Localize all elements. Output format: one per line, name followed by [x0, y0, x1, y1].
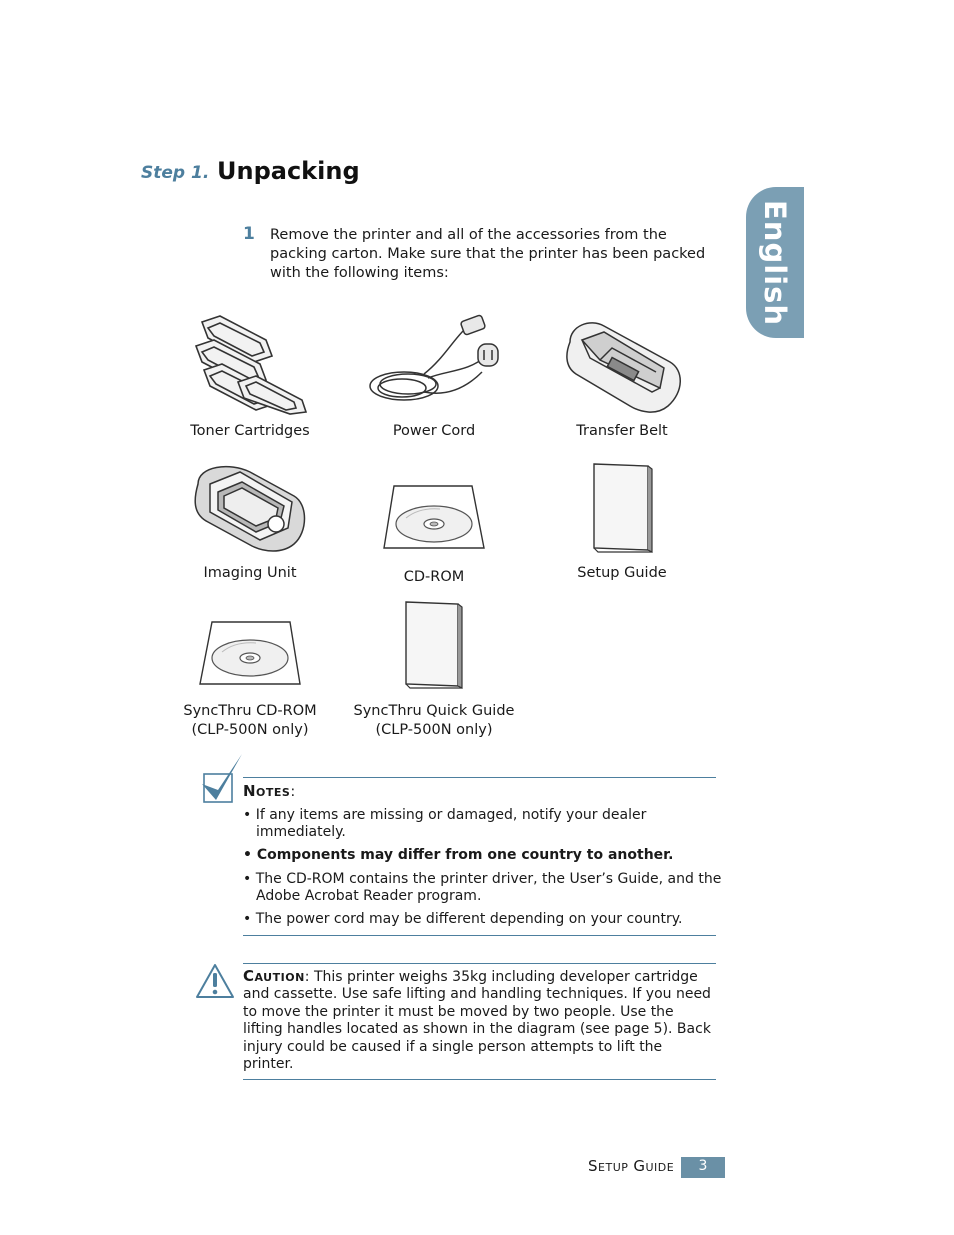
page-number: 3: [681, 1157, 725, 1178]
item-caption: SyncThru CD-ROM: [183, 703, 317, 719]
power-cord-icon: [364, 312, 504, 416]
caution-top-rule: [243, 963, 716, 964]
instruction-text: Remove the printer and all of the accessories from the packing carton. Make sure that the printer has been packed with the following items:: [270, 227, 706, 281]
item-setup-guide: [532, 462, 712, 583]
item-toner-cartridges: [160, 312, 340, 441]
item-caption: Power Cord: [392, 423, 476, 439]
note-item: • The CD-ROM contains the printer driver, the User’s Guide, and the Adobe Acrobat Reader program.: [243, 871, 722, 904]
syncthru-cd-rom-icon: [198, 618, 302, 688]
footer-label-s: S: [588, 1157, 599, 1175]
caution-bottom-rule: [243, 1079, 716, 1080]
footer-label-etup: ETUP: [598, 1161, 629, 1174]
item-caption: Imaging Unit: [203, 565, 297, 581]
warning-triangle-icon: [194, 962, 236, 1000]
item-caption: Setup Guide: [577, 565, 667, 581]
notes-heading-label: Notes: [243, 782, 291, 800]
item-imaging-unit: [160, 462, 340, 583]
language-tab: [746, 187, 804, 338]
instruction-number: 1: [243, 224, 255, 244]
footer-label: [588, 1157, 674, 1175]
item-cd-rom: [344, 462, 524, 587]
item-caption: Toner Cartridges: [190, 423, 310, 439]
transfer-belt-icon: [560, 312, 684, 416]
imaging-unit-icon: [190, 462, 310, 554]
item-power-cord: [344, 312, 524, 441]
note-item: • If any items are missing or damaged, notify your dealer immediately.: [243, 807, 647, 840]
footer-label-g: G: [633, 1157, 646, 1175]
setup-guide-icon: [590, 462, 654, 554]
footer-label-uide: UIDE: [645, 1161, 675, 1174]
item-syncthru-quick-guide: [344, 600, 524, 740]
notes-bottom-rule: [243, 935, 716, 936]
cd-rom-icon: [382, 482, 486, 552]
notes-top-rule: [243, 777, 716, 778]
item-caption-note: (CLP-500N only): [375, 722, 493, 738]
caution-heading: Caution: [243, 967, 305, 985]
notes-heading-colon: :: [290, 784, 296, 800]
item-caption: Transfer Belt: [576, 423, 668, 439]
item-syncthru-cd-rom: [160, 600, 340, 740]
note-item: • Components may differ from one country to another.: [243, 847, 674, 863]
checkmark-note-icon: [198, 752, 244, 806]
item-caption: SyncThru Quick Guide: [353, 703, 515, 719]
caution-block: [243, 968, 715, 1073]
page-title: Unpacking: [217, 157, 360, 185]
notes-heading: [243, 782, 295, 800]
item-transfer-belt: [532, 312, 712, 441]
item-caption-note: (CLP-500N only): [191, 722, 309, 738]
toner-cartridges-icon: [190, 312, 310, 416]
syncthru-quick-guide-icon: [402, 600, 466, 690]
note-item: • The power cord may be different depending on your country.: [243, 911, 683, 927]
item-caption: CD-ROM: [403, 569, 465, 585]
caution-text: : This printer weighs 35kg including developer cartridge and cassette. Use safe lifting and handling techniques. If you need to move the printer it must be moved by two people. Use the lifting handles located as shown in the diagram (see page 5). Back injury could be caused if a single person attempts to lift the printer.: [243, 969, 711, 1073]
language-tab-label: English: [758, 199, 792, 326]
step-label: Step 1.: [141, 163, 210, 183]
